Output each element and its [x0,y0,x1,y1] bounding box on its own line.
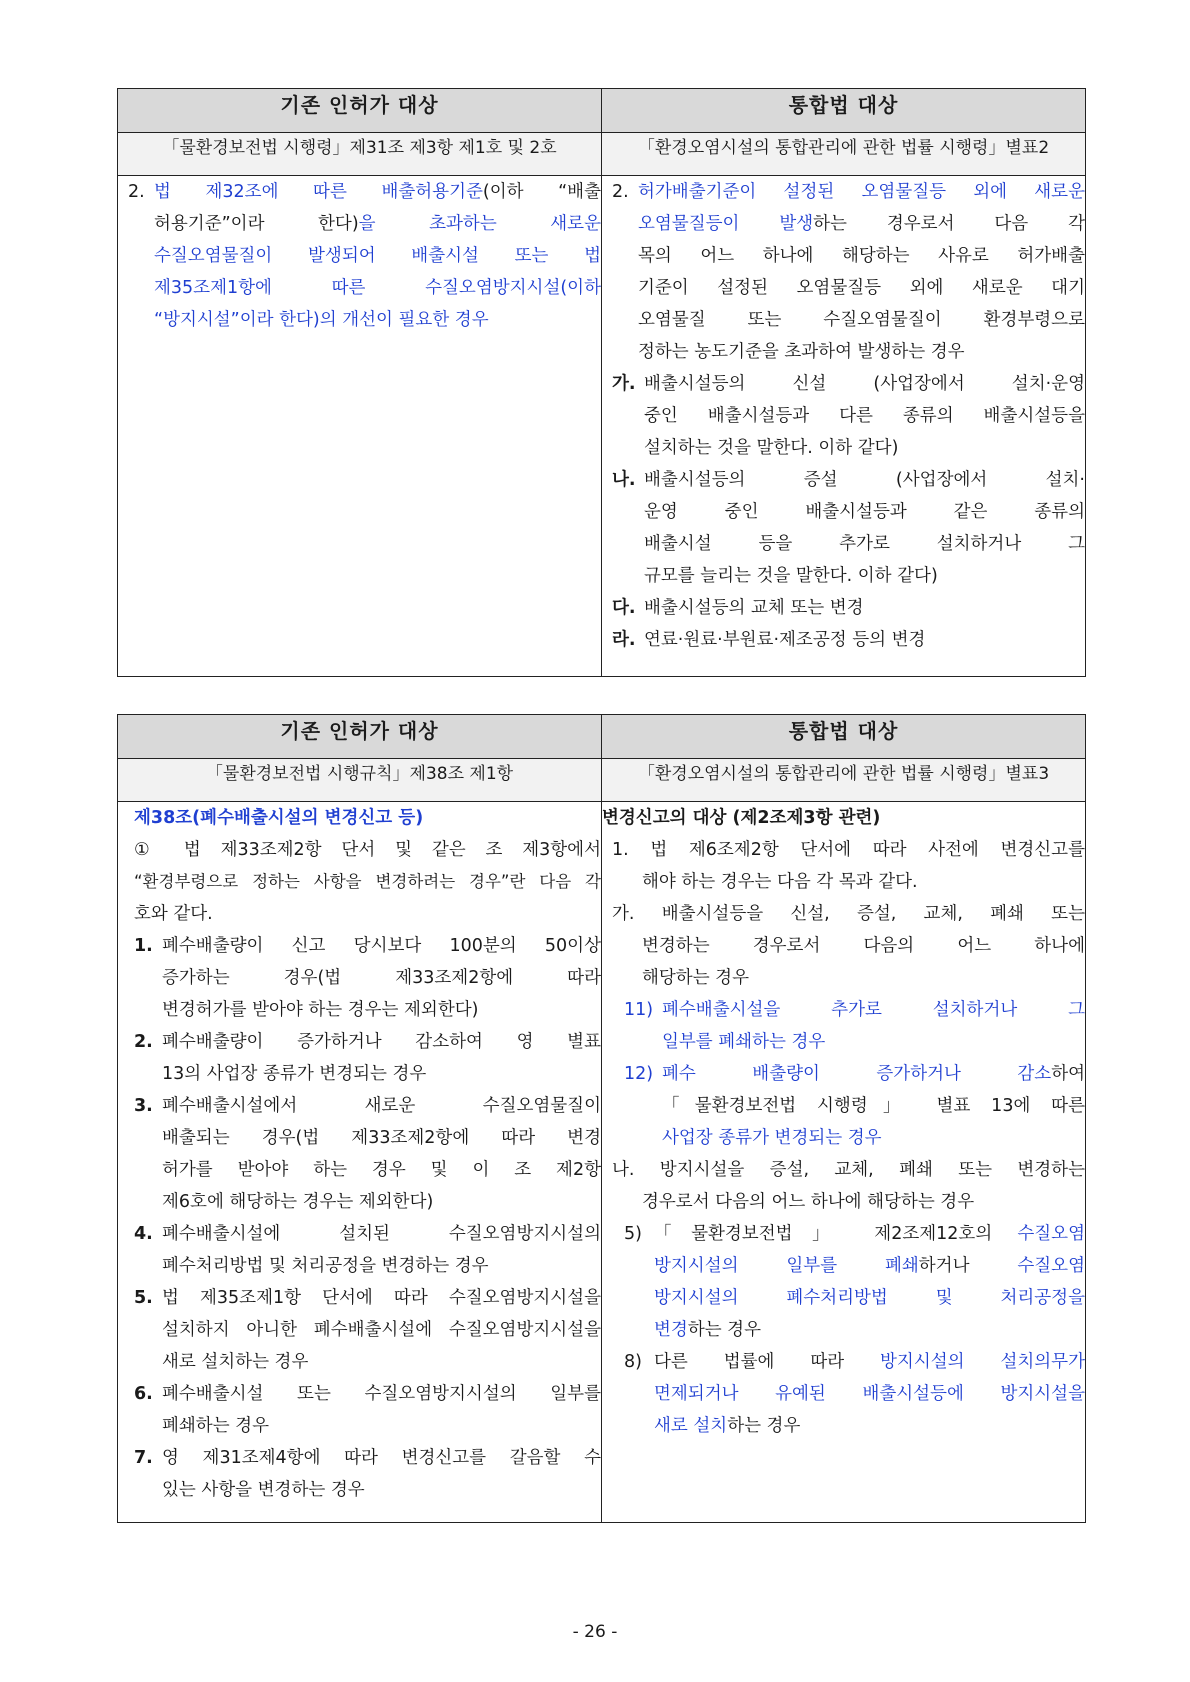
list-item [134,1378,601,1442]
text-line: 운영 중인 배출시설등과 같은 종류의 [644,502,1085,522]
sub-item-number: 8) [624,1352,642,1372]
text-line: 설치하는 것을 말한다. 이하 같다) [644,438,899,458]
text-line: 수질오염물질이 발생되어 배출시설 또는 법 [154,246,601,266]
item-marker: 6. [134,1384,153,1404]
comparison-table-2 [117,714,1086,1523]
table1-right-source: 「환경오염시설의 통합관리에 관한 법률 시행령」별표2 [602,133,1086,176]
table1-left-source: 「물환경보전법 시행령」제31조 제3항 제1호 및 2호 [118,133,602,176]
text-line: 호와 같다. [134,904,213,924]
text-line: 변경하는 경우 [654,1320,761,1340]
text-line: 새로 설치하는 경우 [162,1352,309,1372]
item-marker: 다. [612,598,636,618]
text-line: 오염물질등이 발생하는 경우로서 다음 각 [638,214,1085,234]
comparison-table-1 [117,88,1086,677]
text-line: 설치하지 아니한 폐수배출시설에 수질오염방지시설을 [162,1320,601,1340]
item-number: 2. [128,182,145,202]
list-item [602,368,1085,464]
text-line: 배출시설등의 증설 (사업장에서 설치· [644,470,1085,490]
table2-left-body [118,802,602,1523]
text-line: 나. 방지시설을 증설, 교체, 폐쇄 또는 변경하는 [612,1160,1085,1180]
text-line: 법 제35조제1항 단서에 따라 수질오염방지시설을 [162,1288,601,1308]
list-item [134,1442,601,1506]
text-line: 목의 어느 하나에 해당하는 사유로 허가배출 [638,246,1085,266]
item-marker: 1. [134,936,153,956]
table1-right-subitems [602,368,1085,656]
text-line: 해야 하는 경우는 다음 각 목과 같다. [642,872,918,892]
text-line: 허가를 받아야 하는 경우 및 이 조 제2항 [162,1160,601,1180]
text-line: 변경허가를 받아야 하는 경우는 제외한다) [162,1000,479,1020]
list-item [134,1218,601,1282]
list-item [134,1026,601,1090]
item-marker: 2. [134,1032,153,1052]
item-marker: 4. [134,1224,153,1244]
table2-right-body [602,802,1086,1523]
sub-item-number: 5) [624,1224,642,1244]
item-number: 2. [612,182,629,202]
text-line: ① 법 제33조제2항 단서 및 같은 조 제3항에서 [134,840,601,860]
text-line: 폐수배출시설에 설치된 수질오염방지시설의 [162,1224,601,1244]
table2-right-source: 「환경오염시설의 통합관리에 관한 법률 시행령」별표3 [602,759,1086,802]
text-line: 폐수배출시설 또는 수질오염방지시설의 일부를 [162,1384,601,1404]
text-line: 배출시설 등을 추가로 설치하거나 그 [644,534,1085,554]
text-line: 폐수배출시설에서 새로운 수질오염물질이 [162,1096,601,1116]
text-line: 기준이 설정된 오염물질등 외에 새로운 대기 [638,278,1085,298]
text-line: 허가배출기준이 설정된 오염물질등 외에 새로운 [638,182,1085,202]
text-line: 폐수 배출량이 증가하거나 감소하여 [662,1064,1085,1084]
item-marker: 라. [612,630,636,650]
text-line: “환경부령으로 정하는 사항을 변경하려는 경우”란 다음 각 [134,872,601,891]
text-line: 「물환경보전법 시행령」 별표 13에 따른 [662,1096,1085,1116]
sub-item-number: 12) [624,1064,654,1084]
list-item [134,1090,601,1218]
text-line: 폐수배출량이 신고 당시보다 100분의 50이상 [162,936,601,956]
text-line: 해당하는 경우 [642,968,749,988]
table1-left-header: 기존 인허가 대상 [118,89,602,133]
list-item [134,930,601,1026]
page-number: - 26 - [572,1622,618,1642]
text-line: 「물환경보전법」 제2조제12호의 수질오염 [654,1224,1085,1244]
text-line: 허용기준”이라 한다)을 초과하는 새로운 [154,214,601,234]
annex-title: 변경신고의 대상 (제2조제3항 관련) [602,808,881,828]
item-marker: 3. [134,1096,153,1116]
text-line: 가. 배출시설등을 신설, 증설, 교체, 폐쇄 또는 [612,904,1085,924]
text-line: 폐쇄하는 경우 [162,1416,269,1436]
text-line: 면제되거나 유예된 배출시설등에 방지시설을 [654,1384,1085,1404]
sub-item-number: 11) [624,1000,654,1020]
table2-left-header: 기존 인허가 대상 [118,715,602,759]
text-line: 영 제31조제4항에 따라 변경신고를 갈음할 수 [162,1448,601,1468]
list-item [602,624,1085,656]
item-marker: 나. [612,470,636,490]
table2-right-header: 통합법 대상 [602,715,1086,759]
table2-left-items [134,930,601,1506]
text-line: 정하는 농도기준을 초과하여 발생하는 경우 [638,342,965,362]
text-line: 배출시설등의 교체 또는 변경 [644,598,864,618]
text-line: 규모를 늘리는 것을 말한다. 이하 같다) [644,566,938,586]
text-line: 13의 사업장 종류가 변경되는 경우 [162,1064,427,1084]
text-line: 오염물질 또는 수질오염물질이 환경부령으로 [638,310,1085,330]
table1-right-body [602,176,1086,677]
item-marker: 7. [134,1448,153,1468]
text-line: 중인 배출시설등과 다른 종류의 배출시설등을 [644,406,1085,426]
text-line: 일부를 폐쇄하는 경우 [662,1032,826,1052]
table2-left-source: 「물환경보전법 시행규칙」제38조 제1항 [118,759,602,802]
text-line: 제6호에 해당하는 경우는 제외한다) [162,1192,434,1212]
table1-left-body [118,176,602,677]
text-line: 1. 법 제6조제2항 단서에 따라 사전에 변경신고를 [612,840,1085,860]
article-title: 제38조(폐수배출시설의 변경신고 등) [134,808,424,828]
text-line: 방지시설의 폐수처리방법 및 처리공정을 [654,1288,1085,1308]
text-line: 폐수배출량이 증가하거나 감소하여 영 별표 [162,1032,601,1052]
text-line: “방지시설”이라 한다)의 개선이 필요한 경우 [154,310,489,330]
text-line: 방지시설의 일부를 폐쇄하거나 수질오염 [654,1256,1085,1276]
text-line: 경우로서 다음의 어느 하나에 해당하는 경우 [642,1192,975,1212]
text-line: 있는 사항을 변경하는 경우 [162,1480,365,1500]
text-line: 폐수처리방법 및 처리공정을 변경하는 경우 [162,1256,489,1276]
list-item [602,464,1085,592]
text-line: 법 제32조에 따른 배출허용기준(이하 “배출 [154,182,601,202]
list-item [602,592,1085,624]
item-marker: 5. [134,1288,153,1308]
text-line: 사업장 종류가 변경되는 경우 [662,1128,882,1148]
text-line: 새로 설치하는 경우 [654,1416,801,1436]
text-line: 다른 법률에 따라 방지시설의 설치의무가 [654,1352,1085,1372]
text-line: 제35조제1항에 따른 수질오염방지시설(이하 [154,278,601,298]
text-line: 연료·원료·부원료·제조공정 등의 변경 [644,630,926,650]
text-line: 변경하는 경우로서 다음의 어느 하나에 [642,936,1085,956]
text-line: 증가하는 경우(법 제33조제2항에 따라 [162,968,601,988]
item-marker: 가. [612,374,636,394]
list-item [134,1282,601,1378]
table1-right-header: 통합법 대상 [602,89,1086,133]
text-line: 배출시설등의 신설 (사업장에서 설치·운영 [644,374,1085,394]
text-line: 배출되는 경우(법 제33조제2항에 따라 변경 [162,1128,601,1148]
text-line: 폐수배출시설을 추가로 설치하거나 그 [662,1000,1085,1020]
